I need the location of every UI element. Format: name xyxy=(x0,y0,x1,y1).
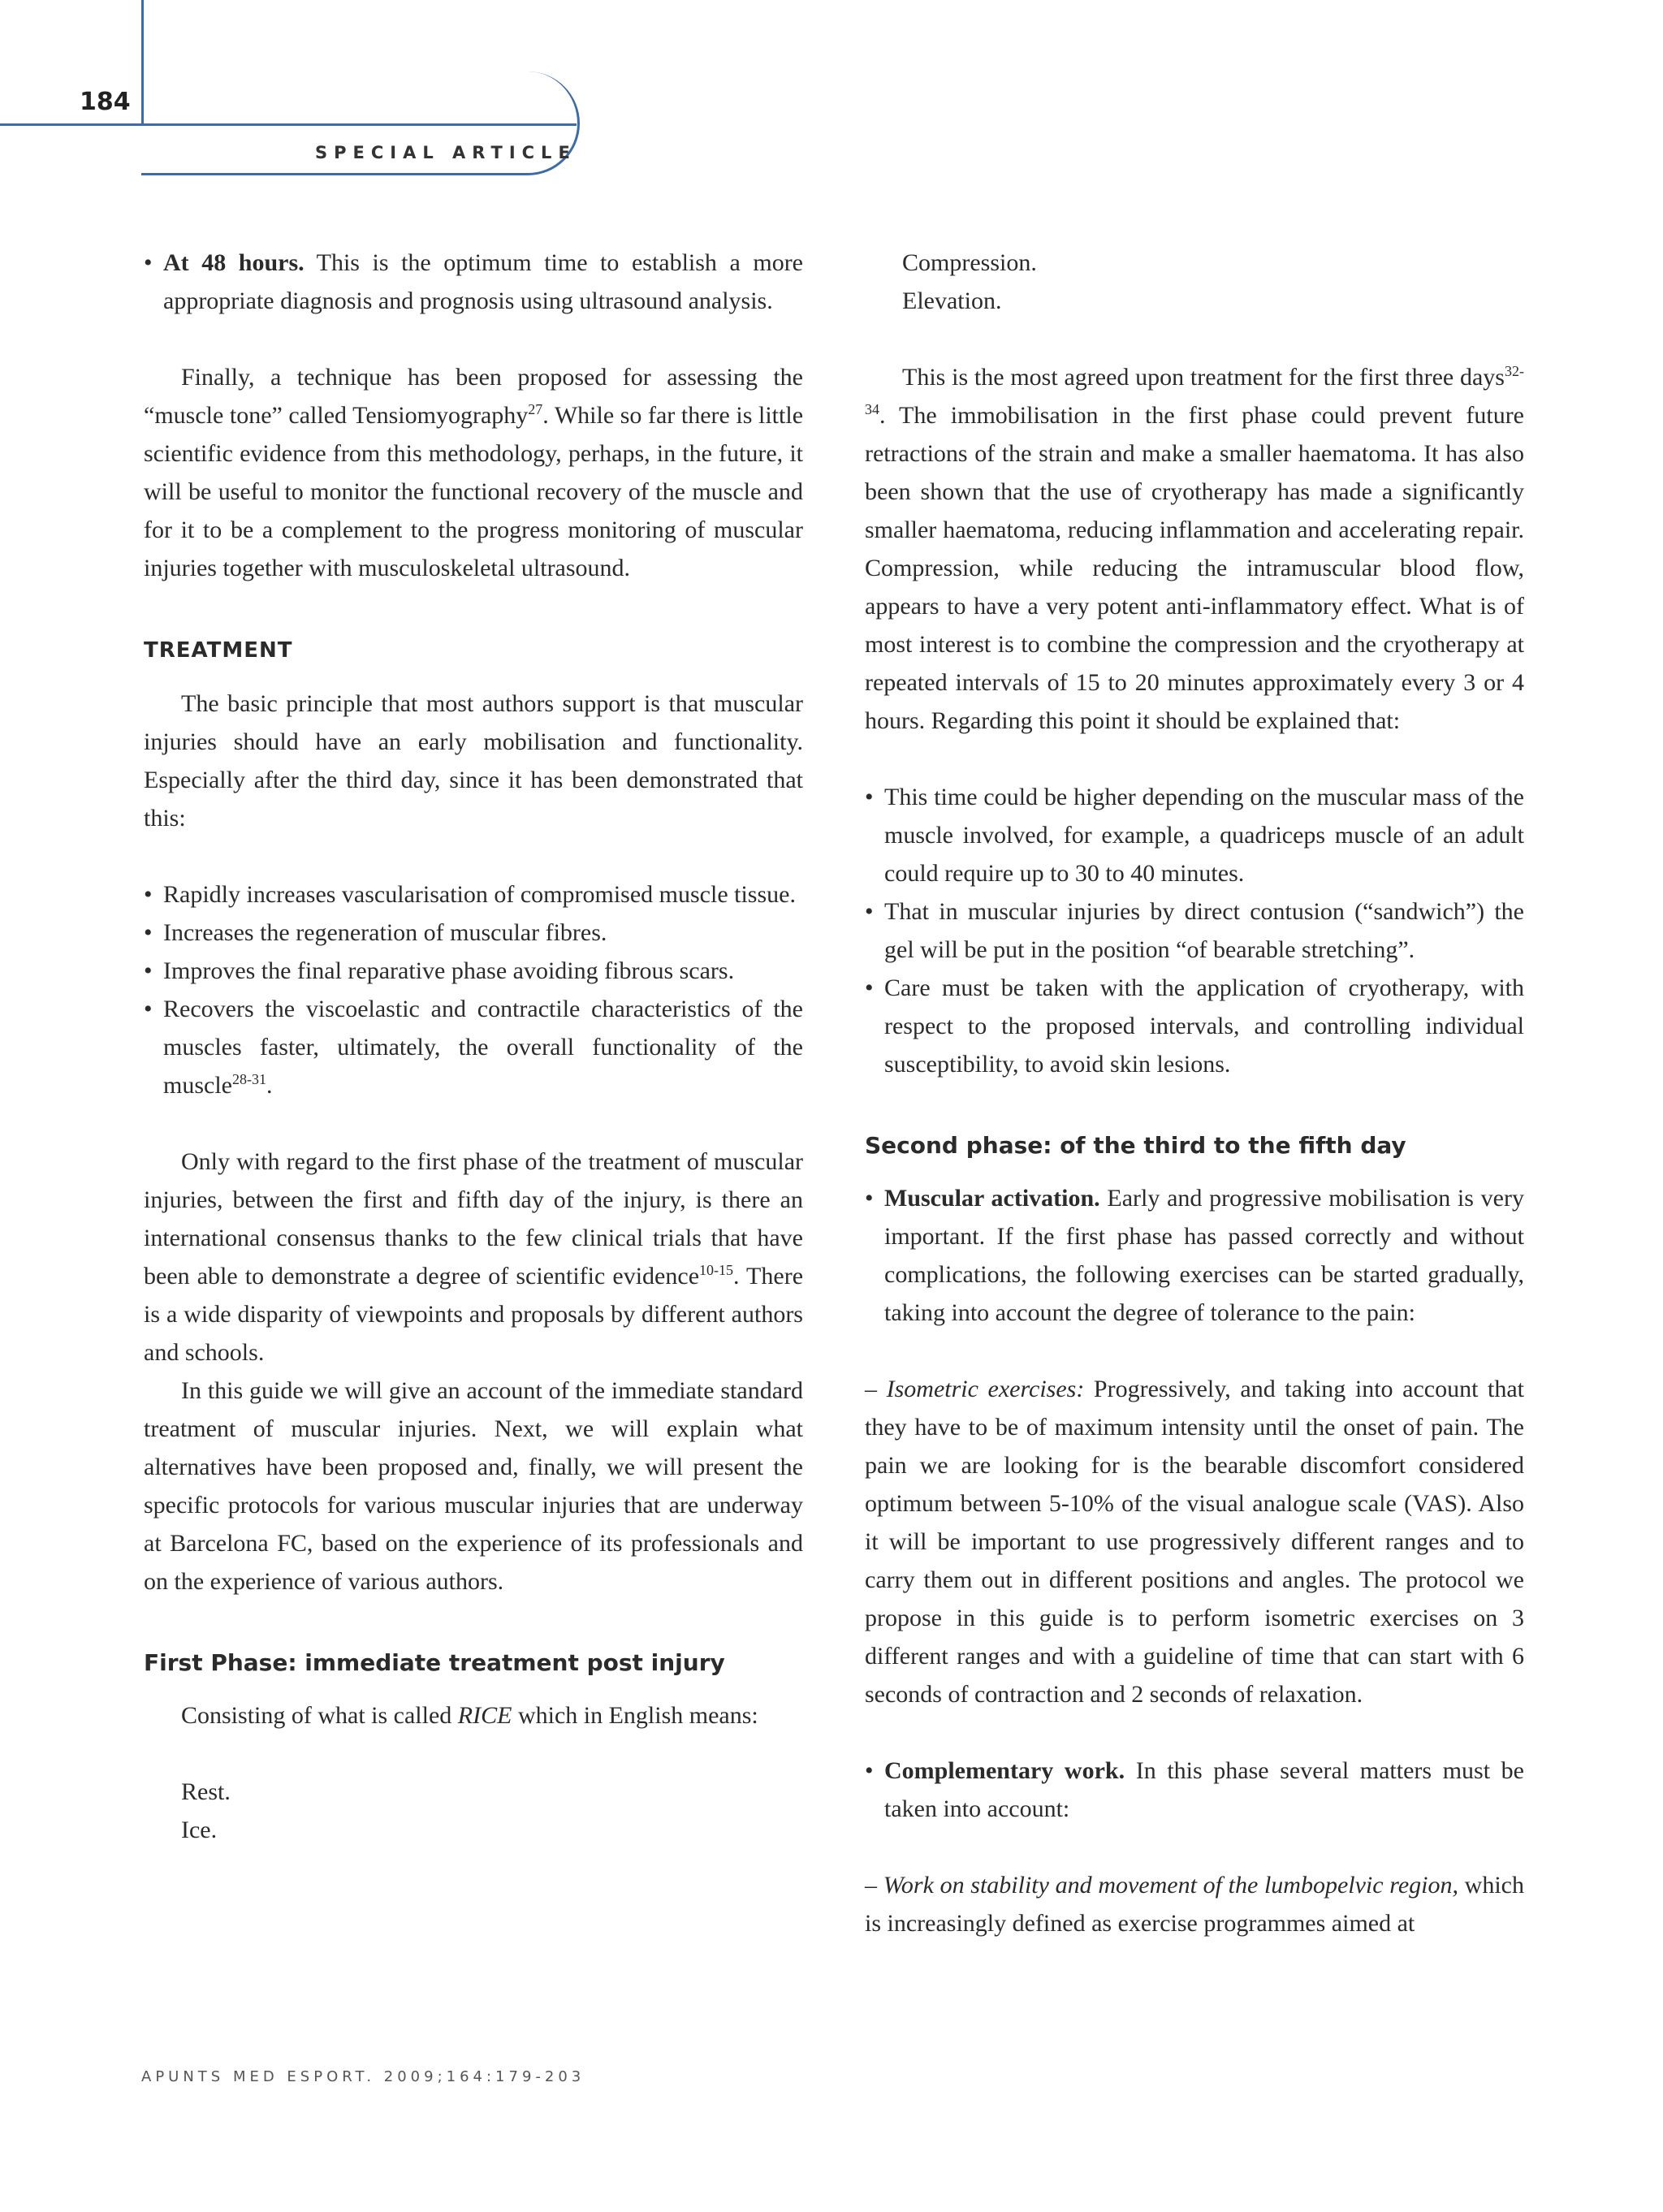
isometric-term: Isometric exercises: xyxy=(886,1376,1085,1402)
heading-first-phase: First Phase: immediate treatment post injury xyxy=(144,1649,725,1676)
right-column xyxy=(865,244,1524,1942)
left-column xyxy=(144,244,803,1849)
bullet-text: Early and progressive mobilisation is very important. If the first phase has passed correctly and without complications, the following exercises can be started gradually, taking into account the degree of tolerance to the pain: xyxy=(884,1185,1524,1326)
paragraph-rice xyxy=(144,1696,803,1735)
bullet-text: This time could be higher depending on the muscular mass of the muscle involved, for example, a quadriceps muscle of an adult could require up to 30 to 40 minutes. xyxy=(884,784,1524,887)
rice-compression: Compression. xyxy=(902,249,1037,276)
paragraph-text: which in English means: xyxy=(512,1702,758,1729)
paragraph-text: Only with regard to the first phase of the treatment of muscular injuries, between the first and fifth day of the injury, is there an international consensus thanks to the few clinical trials that have been able to demonstrate a degree of scientific evidence xyxy=(144,1148,803,1290)
rice-elevation: Elevation. xyxy=(902,287,1002,314)
paragraph-text: which is increasingly defined as exercise programmes aimed at xyxy=(865,1872,1524,1937)
bullet-muscular-mass xyxy=(865,778,1524,892)
bullet-text: Care must be taken with the application of cryotherapy, with respect to the proposed intervals, and controlling individual susceptibility, to avoid skin lesions. xyxy=(884,974,1524,1078)
citation-sup: 28-31 xyxy=(231,1071,266,1087)
paragraph-agreed-treatment xyxy=(865,358,1524,740)
bullet-dot: • xyxy=(865,974,874,1001)
bullet-lead: Complementary work. xyxy=(884,1757,1125,1784)
bullet-dot: • xyxy=(865,898,874,925)
section-label: SPECIAL ARTICLE xyxy=(315,143,577,162)
citation-sup: 32-34 xyxy=(865,363,1524,417)
bullet-dot: • xyxy=(865,1757,874,1784)
bullet-text: That in muscular injuries by direct contusion (“sandwich”) the gel will be put in the position “of bearable stretching”. xyxy=(884,898,1524,963)
citation-sup: 10-15 xyxy=(699,1262,734,1278)
paragraph-text: Finally, a technique has been proposed for assessing the “muscle tone” called Tensiomyography xyxy=(144,364,803,429)
dash: – xyxy=(865,1376,887,1402)
page-number: 184 xyxy=(80,88,131,116)
bullet-dot: • xyxy=(144,957,153,984)
bullet-cryotherapy-care xyxy=(865,969,1524,1083)
bullet-dot: • xyxy=(865,1185,874,1212)
paragraph-first-phase-consensus xyxy=(144,1143,803,1372)
bullet-text: Increases the regeneration of muscular fibres. xyxy=(163,919,607,946)
paragraph-guide-account: In this guide we will give an account of the immediate standard treatment of muscular injuries. Next, we will explain what alternatives have been proposed and, finally, we will present the specific protocols for various muscular injuries that are underway at Barcelona FC, based on the experience of its professionals and on the experience of various authors. xyxy=(144,1377,803,1595)
lumbopelvic-term: Work on stability and movement of the lumbopelvic region, xyxy=(883,1872,1458,1899)
header-vertical-rule xyxy=(141,0,144,123)
bullet-text: Rapidly increases vascularisation of compromised muscle tissue. xyxy=(163,881,796,908)
rice-ice: Ice. xyxy=(181,1817,218,1843)
heading-second-phase: Second phase: of the third to the fifth day xyxy=(865,1132,1406,1159)
paragraph-text: . The immobilisation in the first phase could prevent future retractions of the strain and make a smaller haematoma. It has also been shown that the use of cryotherapy has made a significantly smaller haematoma, reducing inflammation and accelerating repair. Compression, while reducing the intramuscular blood flow, appears to have a very potent anti-inflammatory effect. What is of most interest is to combine the compression and the cryotherapy at repeated intervals of 15 to 20 minutes approximately every 3 or 4 hours. Regarding this point it should be explained that: xyxy=(865,402,1524,734)
rice-rest: Rest. xyxy=(181,1778,231,1805)
paragraph-text: . While so far there is little scientific evidence from this methodology, perhaps, in the future, it will be useful to monitor the functional recovery of the muscle and for it to be a complement to the progress monitoring of muscular injuries together with musculoskeletal ultrasound. xyxy=(144,402,804,581)
heading-treatment: TREATMENT xyxy=(144,638,293,663)
paragraph-text: . There is a wide disparity of viewpoints and proposals by different authors and schools. xyxy=(144,1263,804,1366)
bullet-text: In this phase several matters must be taken into account: xyxy=(884,1757,1524,1822)
bullet-48-hours-lead: At 48 hours. xyxy=(163,249,305,276)
footer-citation: APUNTS MED ESPORT. 2009;164:179-203 xyxy=(141,2068,585,2085)
citation-sup: 27 xyxy=(528,401,543,417)
paragraph-basic-principle: The basic principle that most authors support is that muscular injuries should have an early mobilisation and functionality. Especially after the third day, since it has been demonstrated that this: xyxy=(144,690,803,832)
paragraph-text: Progressively, and taking into account that they have to be of maximum intensity until the onset of pain. The pain we are looking for is the bearable discomfort considered optimum between 5-10% of the visual analogue scale (VAS). Also it will be important to use progressively different ranges and to carry them out in different positions and angles. The protocol we propose in this guide is to perform isometric exercises on 3 different ranges and with a guideline of time that can start with 6 seconds of contraction and 2 seconds of relaxation. xyxy=(865,1376,1525,1708)
bullet-dot: • xyxy=(144,881,153,908)
bullet-text: Recovers the viscoelastic and contractile characteristics of the muscles faster, ultimately, the overall functionality of the muscle xyxy=(163,996,803,1099)
rice-term: RICE xyxy=(457,1702,512,1729)
paragraph-lumbopelvic xyxy=(865,1866,1524,1942)
bullet-text: Improves the final reparative phase avoiding fibrous scars. xyxy=(163,957,735,984)
bullet-48-hours-text: This is the optimum time to establish a more appropriate diagnosis and prognosis using ultrasound analysis. xyxy=(163,249,804,314)
bullet-48-hours xyxy=(144,244,803,320)
paragraph-tensiomyography xyxy=(144,358,803,587)
paragraph-isometric xyxy=(865,1370,1524,1713)
bullet-regeneration xyxy=(144,914,803,952)
dash: – xyxy=(865,1872,883,1899)
bullet-viscoelastic: • Recovers the viscoelastic and contractile characteristics of the muscles faster, ultimately, the overall functionality of the muscle$^{28-31}$. xyxy=(144,990,803,1104)
bullet-vascularisation xyxy=(144,875,803,914)
bullet-complementary-work xyxy=(865,1752,1524,1828)
bullet-dot: • xyxy=(144,249,153,276)
bullet-dot: • xyxy=(865,784,874,810)
bullet-dot: • xyxy=(144,996,153,1022)
paragraph-text: This is the most agreed upon treatment for the first three days xyxy=(902,364,1505,391)
bullet-lead: Muscular activation. xyxy=(884,1185,1100,1212)
bullet-dot: • xyxy=(144,919,153,946)
paragraph-text: Consisting of what is called xyxy=(181,1702,458,1729)
bullet-reparative xyxy=(144,952,803,990)
bullet-muscular-activation xyxy=(865,1179,1524,1332)
bullet-direct-contusion xyxy=(865,892,1524,969)
